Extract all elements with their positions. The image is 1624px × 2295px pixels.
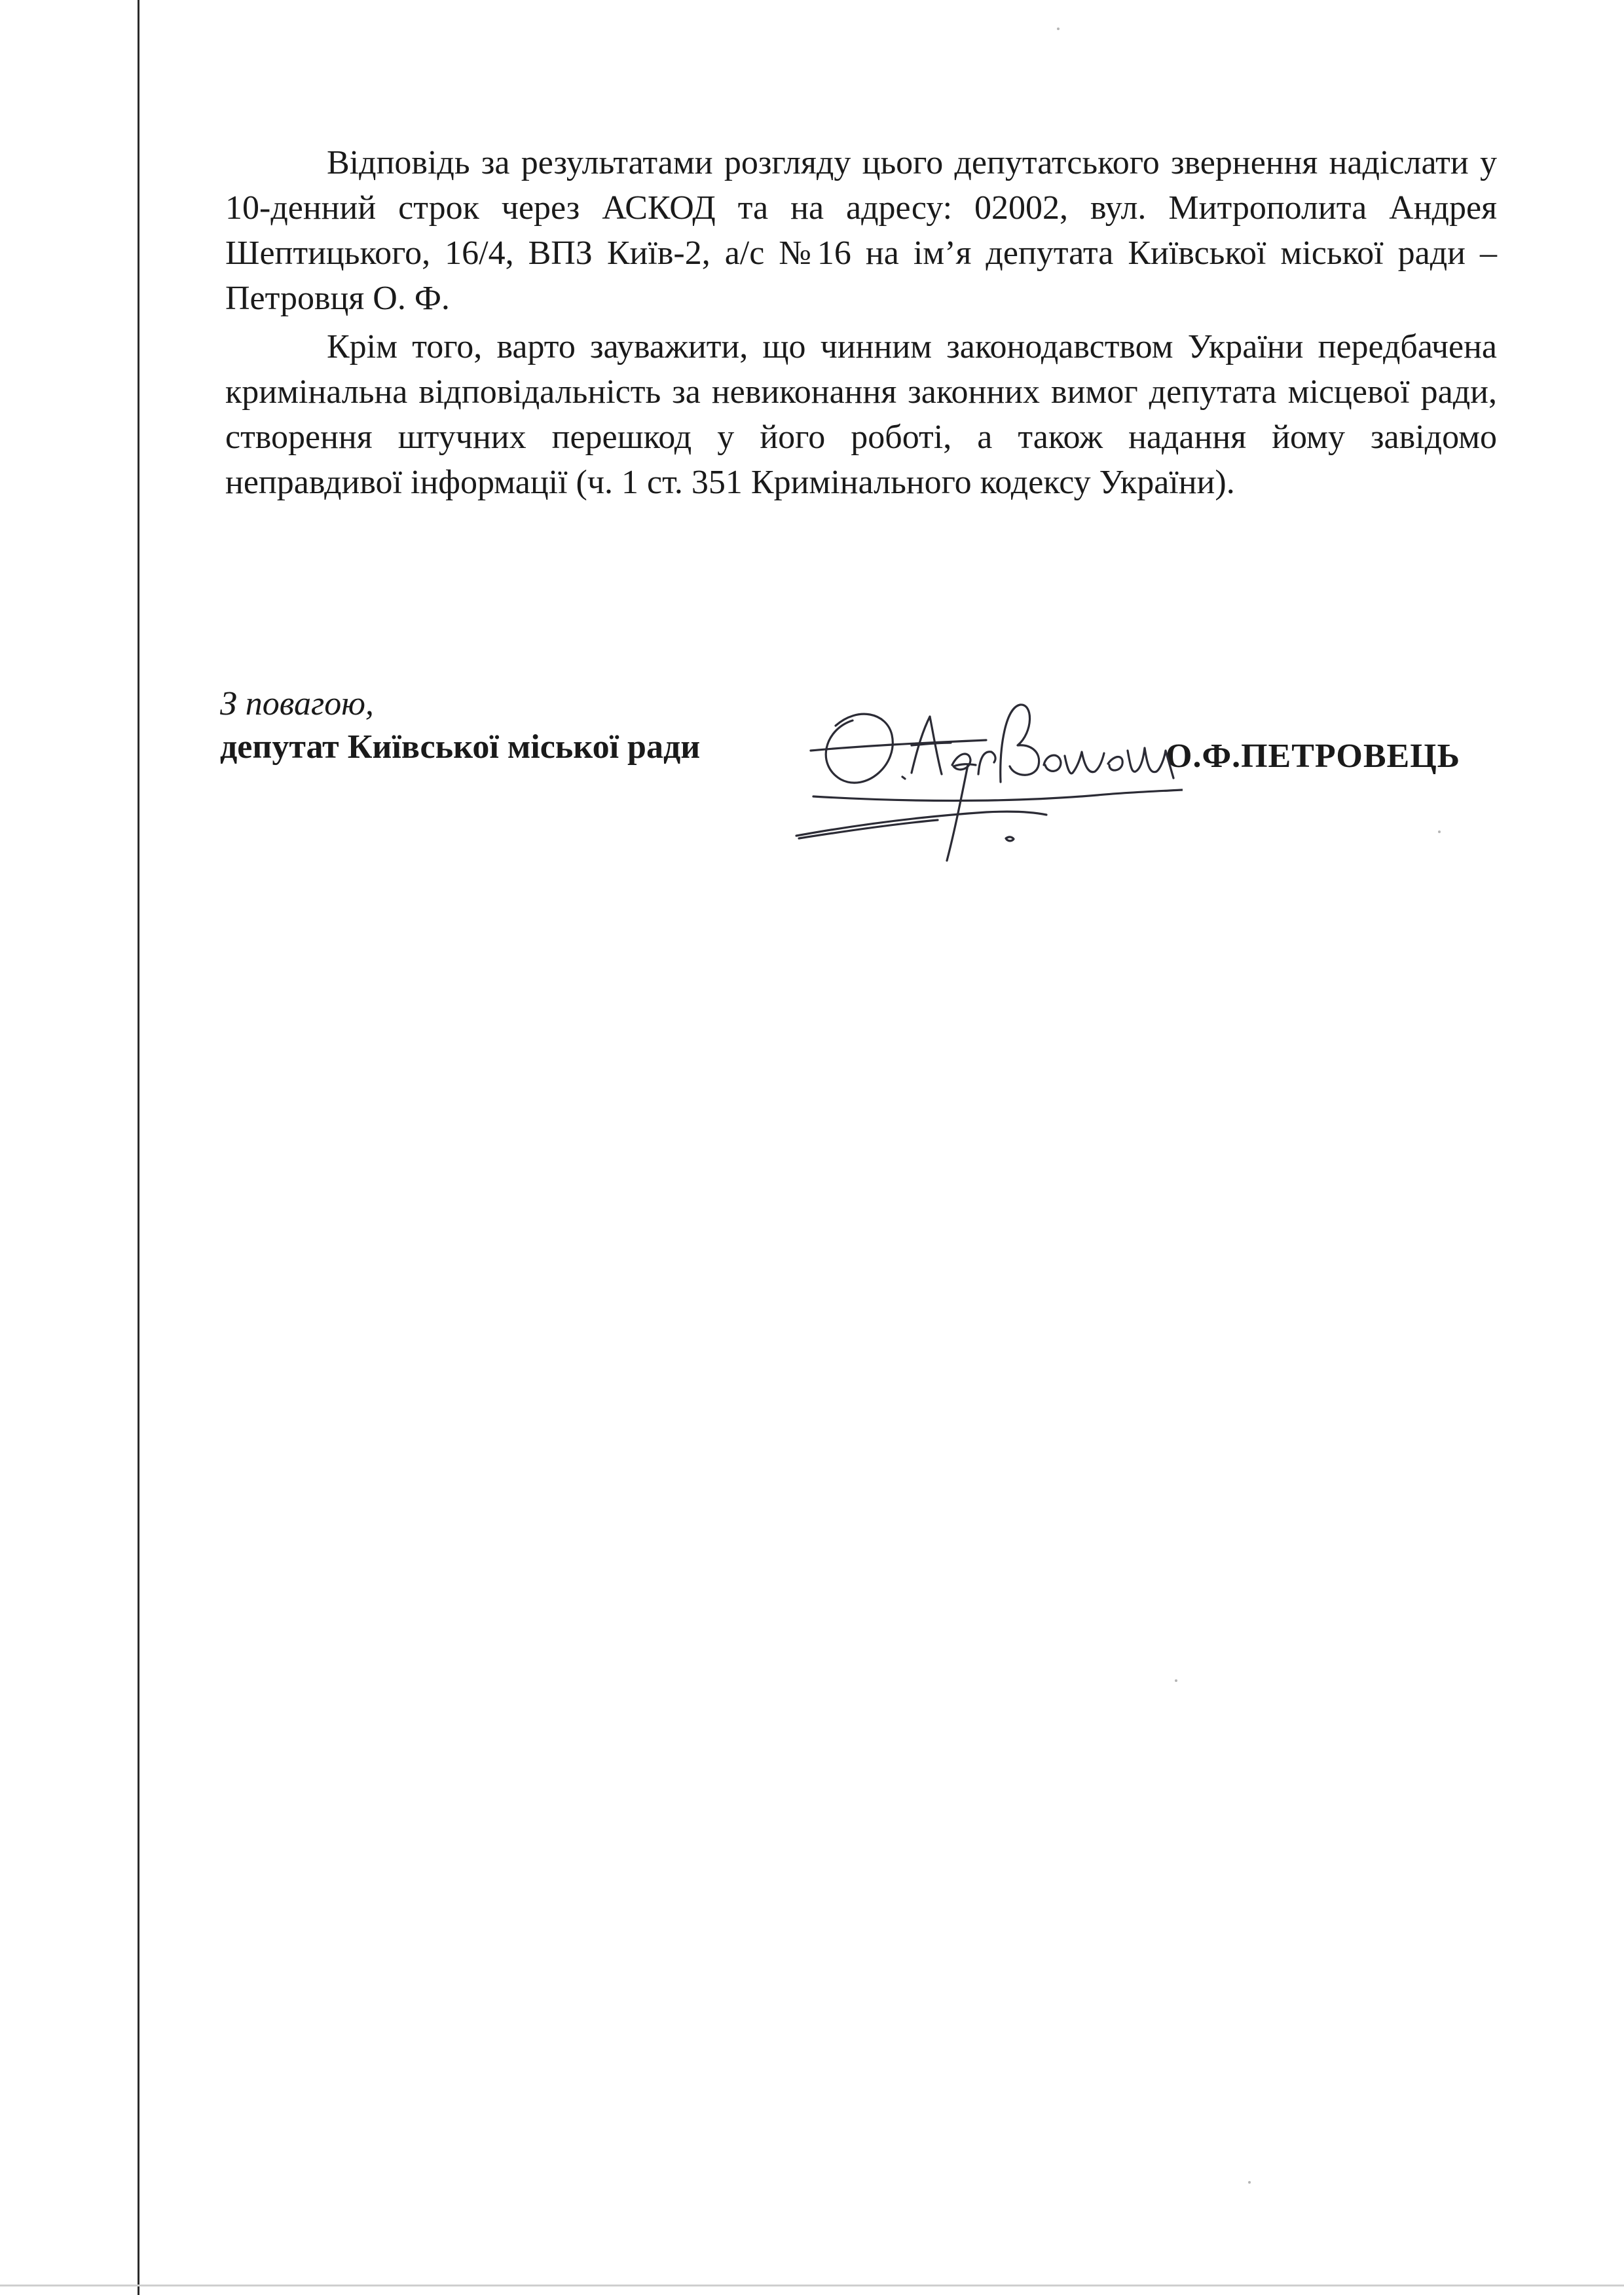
scan-bottom-edge bbox=[0, 2285, 1624, 2286]
signer-title: депутат Київської міської ради bbox=[220, 728, 701, 766]
letter-body bbox=[225, 140, 1497, 508]
scan-left-edge bbox=[138, 0, 139, 2295]
scan-speck bbox=[1248, 2181, 1251, 2184]
closing-greeting: З повагою, bbox=[220, 685, 374, 722]
signer-name: О.Ф.ПЕТРОВЕЦЬ bbox=[1166, 737, 1461, 775]
handwritten-signature bbox=[790, 667, 1183, 876]
scan-speck bbox=[1438, 830, 1441, 833]
paragraph-legal-notice: Крім того, варто зауважити, що чинним законодавством України передбачена кримінальна відповідальність за невиконання законних вимог депутата місцевої ради, створення штучних перешкод у його роботі, а також надання йому завідомо неправдивої інформації (ч. 1 ст. 351 Кримінального кодексу України). bbox=[225, 328, 1497, 501]
paragraph-response-request: Відповідь за результатами розгляду цього депутатського звернення надіслати у 10-денний строк через АСКОД та на адресу: 02002, вул. Митрополита Андрея Шептицького, 16/4, ВПЗ Київ-2, а/с №16 на ім’я депутата Київської міської ради – Петровця О. Ф. bbox=[225, 144, 1497, 317]
scan-speck bbox=[1175, 1679, 1177, 1682]
scan-speck bbox=[1057, 28, 1060, 30]
